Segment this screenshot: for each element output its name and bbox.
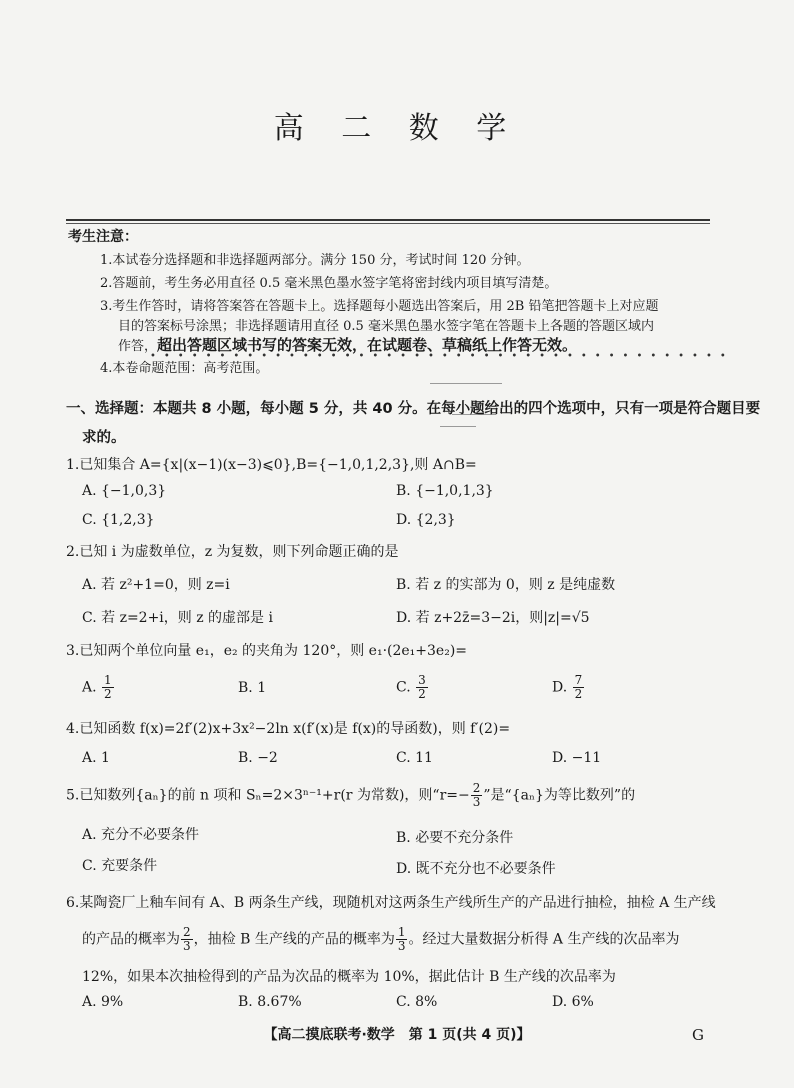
section-heading: 一、选择题：本题共 8 小题，每小题 5 分，共 40 分。在每小题给出的四个选项中，只有一项是符合题目要 [66,401,761,417]
denominator: 3 [397,939,406,953]
question-1-stem: 1.已知集合 A={x|(x−1)(x−3)⩽0},B={−1,0,1,2,3},则 A∩B= [66,457,477,473]
q5-option-a: A. 充分不必要条件 [82,827,200,843]
page-title: 高 二 数 学 [273,111,521,146]
notice-heading: 考生注意： [68,229,138,245]
q5-option-d: D. 既不充分也不必要条件 [396,861,556,877]
q3-option-b: B. 1 [238,680,267,696]
emphasis-dots: •••••••••••••••••••••••••••••••••••••••••• [150,351,734,362]
notice-item-1: 1.本试卷分选择题和非选择题两部分。满分 150 分，考试时间 120 分钟。 [100,253,530,268]
fraction [416,674,428,701]
header-rule [66,219,710,221]
q2-option-c: C. 若 z=2+i，则 z 的虚部是 i [82,610,273,626]
fraction [471,782,483,809]
stem-part: ，抽检 B 生产线的产品的概率为 [193,931,395,948]
q4-option-d: D. −11 [552,750,602,766]
notice-item-4: 4.本卷命题范围：高考范围。 [100,361,269,376]
question-6-line-1: 6.某陶瓷厂上釉车间有 A、B 两条生产线，现随机对这两条生产线所生产的产品进行抽检，抽检 A 生产线 [66,895,716,911]
option-letter: C. [396,679,411,696]
q4-option-b: B. −2 [238,750,278,766]
paper-code: G [692,1026,704,1044]
notice-item-2: 2.答题前，考生务必用直径 0.5 毫米黑色墨水签字笔将密封线内项目填写清楚。 [100,276,558,291]
q5-option-b: B. 必要不充分条件 [396,830,514,846]
numerator: 3 [418,673,426,687]
numerator: 1 [397,925,406,939]
stem-part: ”是“{aₙ}为等比数列”的 [483,787,636,804]
q4-option-c: C. 11 [396,750,433,766]
question-6-line-2 [82,926,680,953]
q3-option-a [82,674,115,701]
stray-mark [440,426,476,427]
option-letter: D. [552,679,568,696]
q2-option-d: D. 若 z+2z̄=3−2i，则|z|=√5 [396,610,590,626]
q2-option-b: B. 若 z 的实部为 0，则 z 是纯虚数 [396,577,616,593]
numerator: 1 [104,673,112,687]
q1-option-c: C. {1,2,3} [82,512,155,528]
notice-emphasis: 超出答题区域书写的答案无效，在试题卷、草稿纸上作答无效。 [157,336,578,354]
q3-option-d [552,674,585,701]
page-footer: 【高二摸底联考·数学 第 1 页(共 4 页)】 [263,1027,531,1043]
stem-part: 。经过大量数据分析得 A 生产线的次品率为 [408,931,680,948]
q1-option-d: D. {2,3} [396,512,456,528]
q6-option-b: B. 8.67% [238,994,302,1010]
q6-option-a: A. 9% [82,994,124,1010]
q2-option-a: A. 若 z²+1=0，则 z=i [82,577,230,593]
q3-option-c [396,674,429,701]
question-3-stem: 3.已知两个单位向量 e₁，e₂ 的夹角为 120°，则 e₁·(2e₁+3e₂)= [66,643,468,659]
notice-item-3-cont: 目的答案标号涂黑；非选择题请用直径 0.5 毫米黑色墨水签字笔在答题卡上各题的答题区域内 [118,319,654,334]
fraction [573,674,585,701]
option-letter: A. [82,679,97,696]
stray-mark [430,383,502,384]
question-2-stem: 2.已知 i 为虚数单位，z 为复数，则下列命题正确的是 [66,544,399,560]
q1-option-b: B. {−1,0,1,3} [396,483,494,499]
denominator: 2 [104,687,112,701]
denominator: 3 [472,795,481,809]
stem-part: 的产品的概率为 [82,931,180,948]
fraction [396,926,408,953]
question-4-stem: 4.已知函数 f(x)=2f′(2)x+3x²−2ln x(f′(x)是 f(x)的导函数)，则 f′(2)= [66,721,511,737]
question-5-stem [66,782,635,809]
numerator: 7 [574,673,583,687]
q5-option-c: C. 充要条件 [82,858,158,874]
q6-option-c: C. 8% [396,994,438,1010]
numerator: 2 [183,925,191,939]
stem-part: 5.已知数列{aₙ}的前 n 项和 Sₙ=2×3ⁿ⁻¹+r(r 为常数)，则“r=− [66,787,470,804]
numerator: 2 [472,781,481,795]
notice-item-3: 3.考生作答时，请将答案答在答题卡上。选择题每小题选出答案后，用 2B 铅笔把答题卡上对应题 [100,299,659,314]
notice-item-3-tail: 作答， [118,339,158,354]
fraction [102,674,114,701]
denominator: 3 [183,939,191,953]
header-rule-thin [66,223,710,224]
section-heading-cont: 求的。 [82,430,126,446]
q6-option-d: D. 6% [552,994,594,1010]
denominator: 2 [418,687,426,701]
q1-option-a: A. {−1,0,3} [82,483,167,499]
question-6-line-3: 12%，如果本次抽检得到的产品为次品的概率为 10%，据此估计 B 生产线的次品率为 [82,969,616,985]
denominator: 2 [574,687,583,701]
fraction [181,926,193,953]
q4-option-a: A. 1 [82,750,110,766]
